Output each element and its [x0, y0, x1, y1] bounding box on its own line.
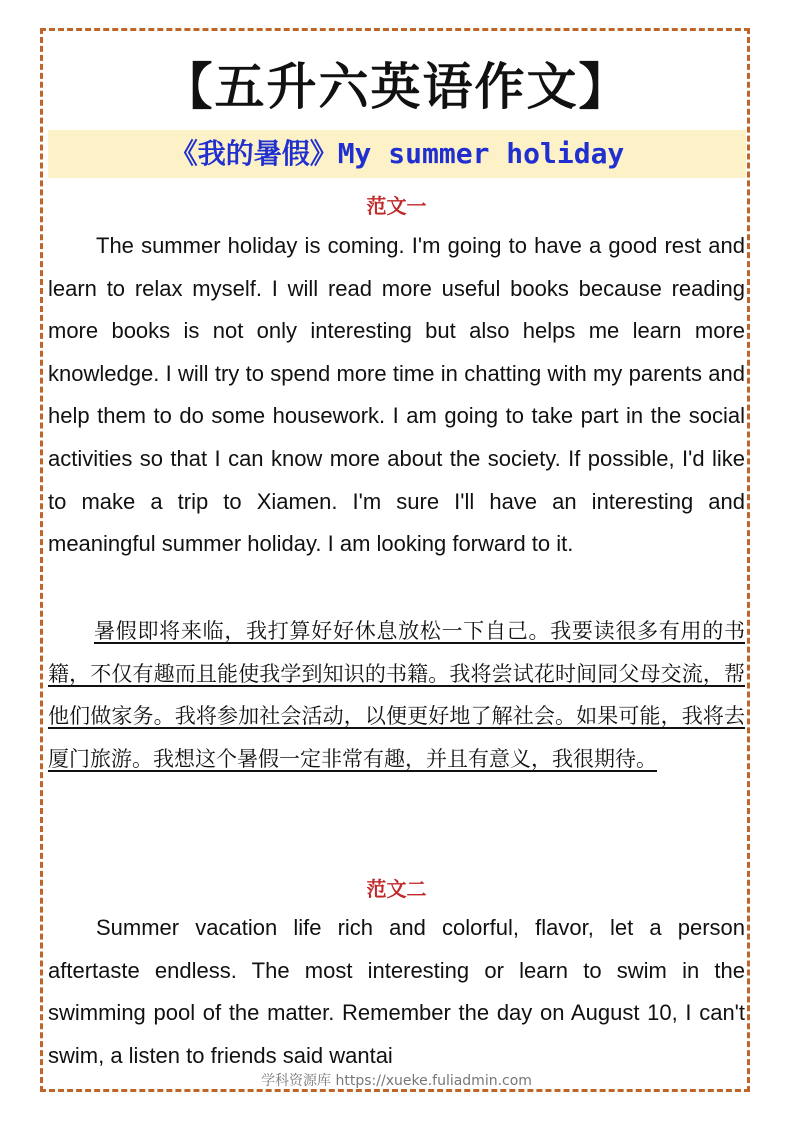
essay-subtitle: 《我的暑假》My summer holiday — [169, 137, 625, 170]
essay1-chinese-translation — [48, 610, 745, 780]
essay2-english-paragraph: Summer vacation life rich and colorful, flavor, let a person aftertaste endless. The most interesting or learn to swim in the swimming pool of the matter. Remember the day on August 10, I can't swim, a listen to friends said wantai — [48, 915, 745, 1068]
essay1-english-paragraph: The summer holiday is coming. I'm going to have a good rest and learn to relax myself. I will read more useful books because reading more books is not only interesting but also helps me learn more knowledge. I will try to spend more time in chatting with my parents and help them to do some housework. I am going to take part in the social activities so that I can know more about the society. If possible, I'd like to make a trip to Xiamen. I'm sure I'll have an interesting and meaningful summer holiday. I am looking forward to it. — [48, 233, 745, 557]
essay2-heading: 范文二 — [366, 877, 427, 901]
essay1-chinese-text: 暑假即将来临，我打算好好休息放松一下自己。我要读很多有用的书籍，不仅有趣而且能使我学到知识的书籍。我将尝试花时间同父母交流，帮他们做家务。我将参加社会活动，以便更好地了解社会。如果可能，我将去厦门旅游。我想这个暑假一定非常有趣，并且有意义，我很期待。 — [48, 619, 745, 771]
essay1-heading: 范文一 — [366, 194, 427, 218]
page-title: 【五升六英语作文】 — [162, 57, 631, 116]
footer-watermark: 学科资源库 https://xueke.fuliadmin.com — [261, 1073, 532, 1089]
